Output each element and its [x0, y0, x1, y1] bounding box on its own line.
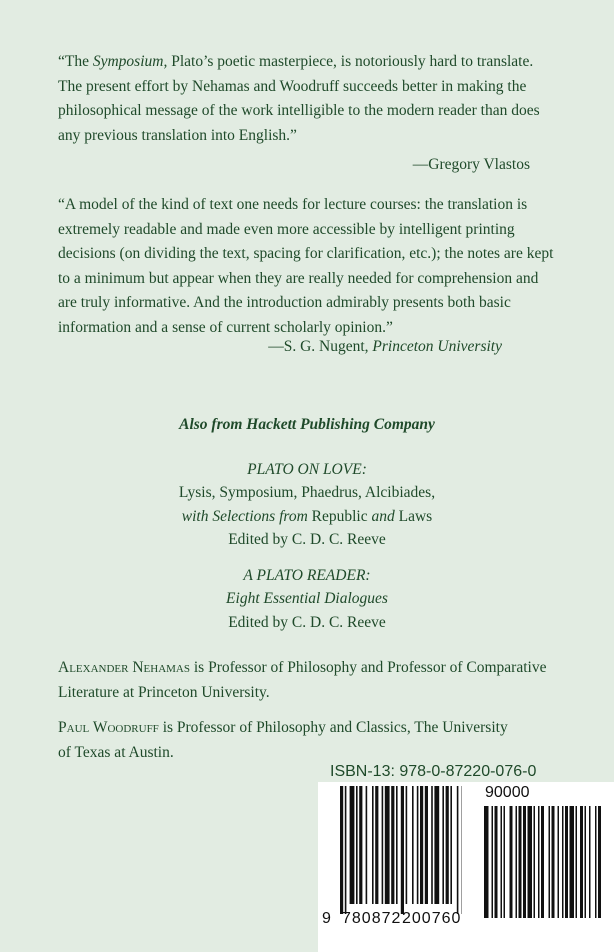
barcode-bar [350, 786, 355, 904]
barcode-lead-digit: 9 [322, 910, 332, 928]
barcode-bar [446, 786, 449, 904]
blurb-text: Plato’s poetic masterpiece, is notoriously hard to translate. The present effort by Nehamas and Woodruff succeeds better in making the philosophical message of the work intelligible to the modern reader than does any previous translation into English.” [58, 53, 540, 144]
barcode-bar [501, 806, 503, 918]
barcode-bar [375, 786, 378, 904]
barcode-bar [406, 786, 408, 904]
barcode-bar [382, 786, 384, 904]
barcode-bar [434, 786, 439, 904]
bio-text: is Professor of Philosophy and Classics, The University of Texas at Austin. [58, 719, 508, 761]
barcode-bar [528, 806, 533, 918]
book-contents: Lysis, Symposium, Phaedrus, Alcibiades, [0, 481, 614, 504]
selections-laws: Laws [395, 508, 432, 525]
barcode-bar [412, 786, 414, 904]
barcode-bar [552, 806, 555, 918]
barcode-bar [534, 806, 536, 918]
barcode-bar [562, 806, 564, 918]
barcode-bar [598, 806, 601, 918]
price-code: 90000 [485, 784, 530, 802]
author-name: Paul Woodruff [58, 719, 159, 736]
barcode-bar [549, 806, 551, 918]
selections-italic: with Selections from [182, 508, 308, 525]
book-title: A PLATO READER: [0, 564, 614, 587]
selections-republic: Republic [308, 508, 372, 525]
barcode-bar [570, 806, 575, 918]
book-editor: Edited by C. D. C. Reeve [0, 611, 614, 634]
author-name: Alexander Nehamas [58, 659, 190, 676]
barcode-bar [457, 786, 459, 914]
barcode-bar [372, 786, 374, 904]
barcode-bar [359, 786, 362, 904]
isbn-label: ISBN-13: 978-0-87220-076-0 [330, 763, 536, 781]
barcode-bar [396, 786, 398, 904]
barcode-right-digits: 200760 [402, 910, 461, 928]
barcode-bar [450, 786, 452, 904]
barcode-bar [442, 786, 444, 904]
barcode-bar [495, 806, 498, 918]
attribution-name: —S. G. Nugent, [268, 338, 372, 355]
barcode-bar [510, 806, 513, 918]
barcode-bar [417, 786, 419, 904]
barcode-bar [385, 786, 390, 904]
barcode-bar [541, 806, 544, 918]
blurb-nugent: “A model of the kind of text one needs for lecture courses: the translation is extremely readable and made even more accessible by intelligent printing decisions (on dividing the text, spacing for clarification, etc.); the notes are kept to a minimum but appear when they are really needed for comprehension and are truly informative. And the introduction admirably presents both basic information and a sense of current scholarly opinion.” [58, 193, 558, 341]
barcode-bar [492, 806, 494, 918]
blurb-open: “The [58, 53, 93, 70]
attribution-affiliation: Princeton University [372, 338, 502, 355]
barcode-bar [401, 786, 404, 914]
ean-barcode-bars [340, 786, 462, 914]
also-from-heading: Also from Hackett Publishing Company [0, 413, 614, 437]
barcode-left-digits: 780872 [342, 910, 401, 928]
barcode-bar [356, 786, 358, 904]
barcode-bar [420, 786, 423, 904]
barcode-bar [504, 806, 506, 918]
barcode-bar [431, 786, 433, 904]
barcode-bar [589, 806, 591, 918]
bio-text: is Professor of Philosophy and Professor of Comparative Literature at Princeton University. [58, 659, 546, 701]
barcode-bar [425, 786, 428, 904]
barcode-bar [576, 806, 578, 918]
blurb-title-italic: Symposium, [93, 53, 167, 70]
barcode-bar [366, 786, 368, 904]
attribution-vlastos: —Gregory Vlastos [413, 153, 530, 178]
selections-and: and [372, 508, 395, 525]
barcode-bar [484, 806, 489, 918]
barcode-bar [519, 806, 522, 918]
barcode-bar [538, 806, 540, 918]
barcode-bar [565, 806, 568, 918]
barcode-bar [516, 806, 518, 918]
barcode-bar [585, 806, 587, 918]
barcode-bar [595, 806, 597, 918]
barcode-bar [340, 786, 343, 914]
barcode-bar [345, 786, 347, 914]
price-addon-bars [484, 806, 601, 918]
barcode-bar [580, 806, 583, 918]
book-editor: Edited by C. D. C. Reeve [0, 528, 614, 551]
barcode-bar [391, 786, 394, 904]
barcode-bar [523, 806, 526, 918]
barcode-bar [558, 806, 560, 918]
book-subtitle: Eight Essential Dialogues [0, 587, 614, 610]
book-title: PLATO ON LOVE: [0, 458, 614, 481]
